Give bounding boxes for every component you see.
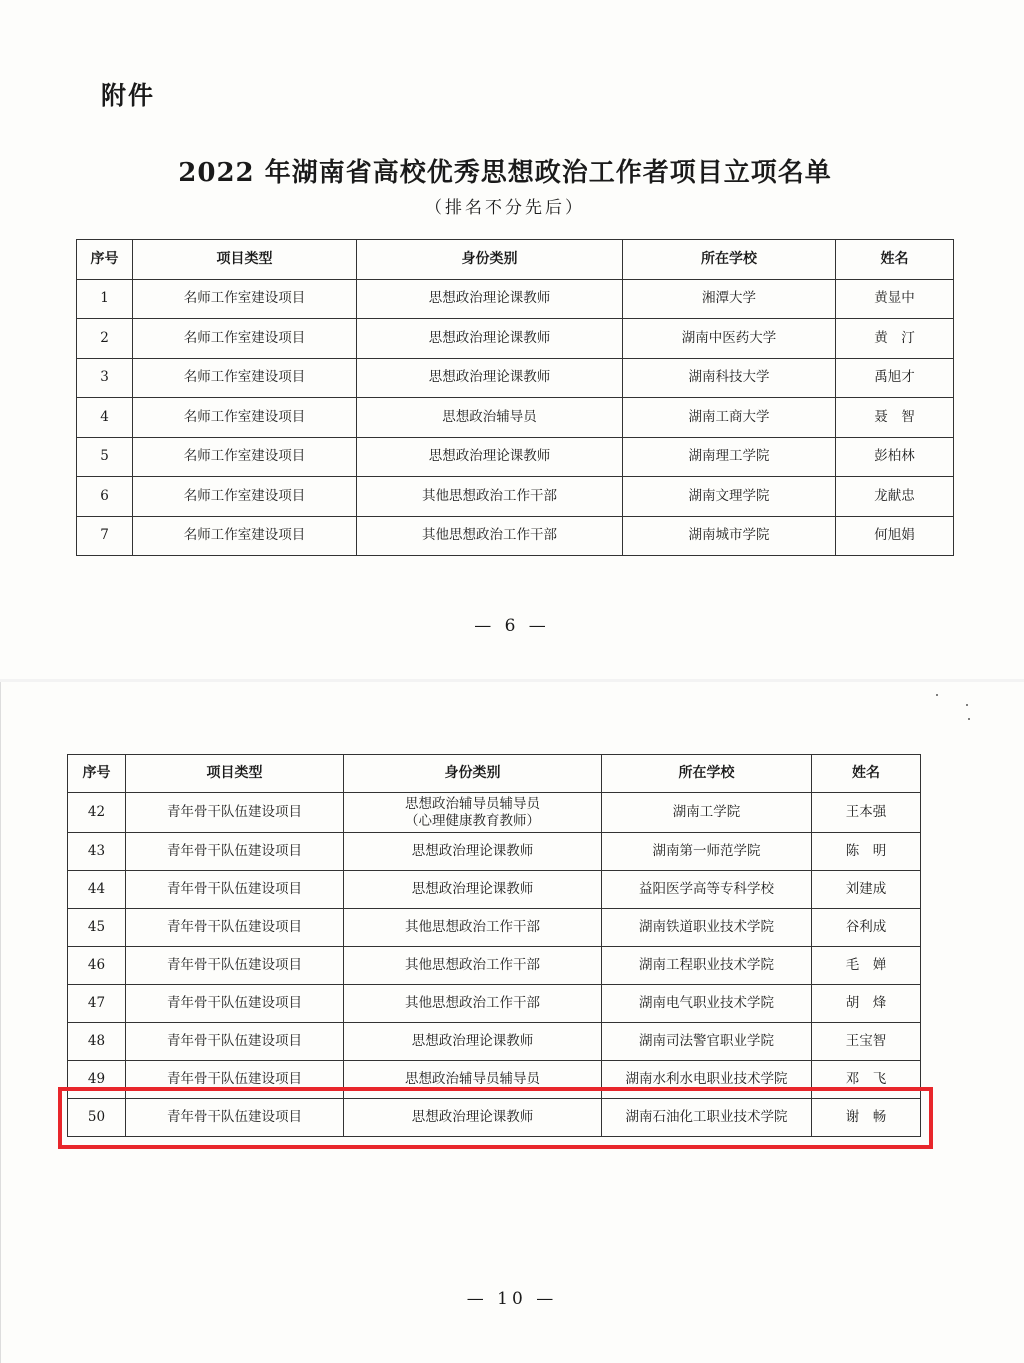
cell-name: 邓 飞: [812, 1061, 921, 1099]
table-row: [77, 437, 954, 477]
cell-identity: 其他思想政治工作干部: [357, 477, 623, 517]
table-row: [77, 516, 954, 556]
header-identity: 身份类别: [357, 240, 623, 280]
table-row: [68, 833, 921, 871]
header-name: 姓名: [836, 240, 954, 280]
table-row: [68, 985, 921, 1023]
table-row: [77, 279, 954, 319]
cell-project-type: 名师工作室建设项目: [133, 279, 357, 319]
table-row: [68, 871, 921, 909]
cell-school: 湖南理工学院: [623, 437, 836, 477]
cell-identity: [344, 1023, 602, 1061]
header-project-type: 项目类型: [133, 240, 357, 280]
cell-name: 谢 畅: [812, 1099, 921, 1137]
cell-index: 1: [77, 279, 133, 319]
cell-school: 益阳医学高等专科学校: [602, 871, 812, 909]
cell-name: 龙献忠: [836, 477, 954, 517]
cell-identity: [344, 909, 602, 947]
table-row: [77, 358, 954, 398]
cell-identity-line: 思想政治辅导员辅导员: [405, 795, 540, 812]
cell-school: 湖南铁道职业技术学院: [602, 909, 812, 947]
cell-project-type: 名师工作室建设项目: [133, 398, 357, 438]
attachment-label: 附件: [101, 81, 156, 110]
page-number-2: — 10 —: [466, 1289, 558, 1309]
cell-school: 湖南中医药大学: [623, 319, 836, 359]
cell-school: 湖南工商大学: [623, 398, 836, 438]
cell-index: 44: [68, 871, 126, 909]
cell-name: 禹旭才: [836, 358, 954, 398]
project-list-table-1: [76, 239, 954, 556]
cell-index: 45: [68, 909, 126, 947]
cell-index: 42: [68, 793, 126, 833]
cell-identity: [344, 833, 602, 871]
cell-index: 7: [77, 516, 133, 556]
cell-project-type: 青年骨干队伍建设项目: [126, 1099, 344, 1137]
cell-index: 3: [77, 358, 133, 398]
cell-identity-line: 其他思想政治工作干部: [405, 919, 540, 936]
cell-index: 4: [77, 398, 133, 438]
cell-project-type: 青年骨干队伍建设项目: [126, 947, 344, 985]
cell-school: 湖南第一师范学院: [602, 833, 812, 871]
cell-project-type: 青年骨干队伍建设项目: [126, 1023, 344, 1061]
cell-name: 彭柏林: [836, 437, 954, 477]
cell-index: 50: [68, 1099, 126, 1137]
page-title: 2022 年湖南省高校优秀思想政治工作者项目立项名单: [178, 158, 832, 188]
cell-identity: [344, 871, 602, 909]
cell-name: 毛 婵: [812, 947, 921, 985]
table-row: [77, 477, 954, 517]
cell-identity: 思想政治理论课教师: [357, 358, 623, 398]
cell-identity: [344, 947, 602, 985]
cell-name: 王宝智: [812, 1023, 921, 1061]
cell-school: 湖南司法警官职业学院: [602, 1023, 812, 1061]
header-name: 姓名: [812, 755, 921, 793]
cell-project-type: 名师工作室建设项目: [133, 477, 357, 517]
scan-speck: [966, 704, 968, 706]
cell-identity-line: 思想政治理论课教师: [411, 1109, 534, 1126]
scan-speck: [936, 694, 938, 696]
table-row: [68, 947, 921, 985]
header-school: 所在学校: [623, 240, 836, 280]
cell-name: 聂 智: [836, 398, 954, 438]
cell-identity: 思想政治辅导员: [357, 398, 623, 438]
page-subtitle: （排名不分先后）: [425, 198, 585, 218]
cell-identity-line: 其他思想政治工作干部: [405, 957, 540, 974]
cell-project-type: 名师工作室建设项目: [133, 358, 357, 398]
cell-name: 黄显中: [836, 279, 954, 319]
cell-school: 湖南科技大学: [623, 358, 836, 398]
cell-index: 5: [77, 437, 133, 477]
table-header-row: [68, 755, 921, 793]
cell-index: 46: [68, 947, 126, 985]
document-page-1: [0, 0, 1024, 680]
cell-identity-line: 其他思想政治工作干部: [405, 995, 540, 1012]
cell-school: 湘潭大学: [623, 279, 836, 319]
cell-identity-line: 思想政治理论课教师: [411, 843, 534, 860]
cell-identity: 思想政治理论课教师: [357, 319, 623, 359]
cell-identity: [344, 793, 602, 833]
cell-school: 湖南工学院: [602, 793, 812, 833]
cell-school: 湖南水利水电职业技术学院: [602, 1061, 812, 1099]
header-project-type: 项目类型: [126, 755, 344, 793]
cell-name: 王本强: [812, 793, 921, 833]
cell-project-type: 青年骨干队伍建设项目: [126, 909, 344, 947]
cell-school: 湖南文理学院: [623, 477, 836, 517]
cell-identity: 思想政治理论课教师: [357, 437, 623, 477]
cell-index: 6: [77, 477, 133, 517]
cell-project-type: 青年骨干队伍建设项目: [126, 871, 344, 909]
cell-identity: [344, 985, 602, 1023]
table-row: [68, 909, 921, 947]
cell-project-type: 名师工作室建设项目: [133, 437, 357, 477]
highlight-box: [58, 1087, 933, 1149]
scan-speck: [968, 718, 970, 720]
cell-school: 湖南电气职业技术学院: [602, 985, 812, 1023]
cell-identity: 思想政治理论课教师: [357, 279, 623, 319]
header-identity: 身份类别: [344, 755, 602, 793]
table-row: [77, 319, 954, 359]
table-header-row: [77, 240, 954, 280]
table-row: [77, 398, 954, 438]
cell-identity-line: 思想政治理论课教师: [411, 1033, 534, 1050]
cell-school: 湖南石油化工职业技术学院: [602, 1099, 812, 1137]
cell-index: 48: [68, 1023, 126, 1061]
cell-index: 2: [77, 319, 133, 359]
cell-project-type: 名师工作室建设项目: [133, 516, 357, 556]
cell-name: 黄 汀: [836, 319, 954, 359]
cell-identity: 其他思想政治工作干部: [357, 516, 623, 556]
project-list-table-2: [67, 754, 921, 1137]
cell-project-type: 青年骨干队伍建设项目: [126, 833, 344, 871]
cell-index: 49: [68, 1061, 126, 1099]
header-index: 序号: [68, 755, 126, 793]
header-index: 序号: [77, 240, 133, 280]
cell-name: 刘建成: [812, 871, 921, 909]
cell-project-type: 名师工作室建设项目: [133, 319, 357, 359]
header-school: 所在学校: [602, 755, 812, 793]
cell-identity-line: 思想政治辅导员辅导员: [405, 1071, 540, 1088]
cell-project-type: 青年骨干队伍建设项目: [126, 793, 344, 833]
cell-name: 谷利成: [812, 909, 921, 947]
table-row: [68, 1023, 921, 1061]
cell-identity-line: 思想政治理论课教师: [411, 881, 534, 898]
cell-project-type: 青年骨干队伍建设项目: [126, 985, 344, 1023]
page-number: — 6 —: [474, 616, 550, 636]
cell-school: 湖南工程职业技术学院: [602, 947, 812, 985]
cell-identity-line-2: （心理健康教育教师）: [405, 812, 540, 829]
table-row: [68, 793, 921, 833]
cell-project-type: 青年骨干队伍建设项目: [126, 1061, 344, 1099]
cell-school: 湖南城市学院: [623, 516, 836, 556]
cell-name: 何旭娟: [836, 516, 954, 556]
cell-index: 47: [68, 985, 126, 1023]
cell-name: 胡 烽: [812, 985, 921, 1023]
cell-name: 陈 明: [812, 833, 921, 871]
cell-index: 43: [68, 833, 126, 871]
